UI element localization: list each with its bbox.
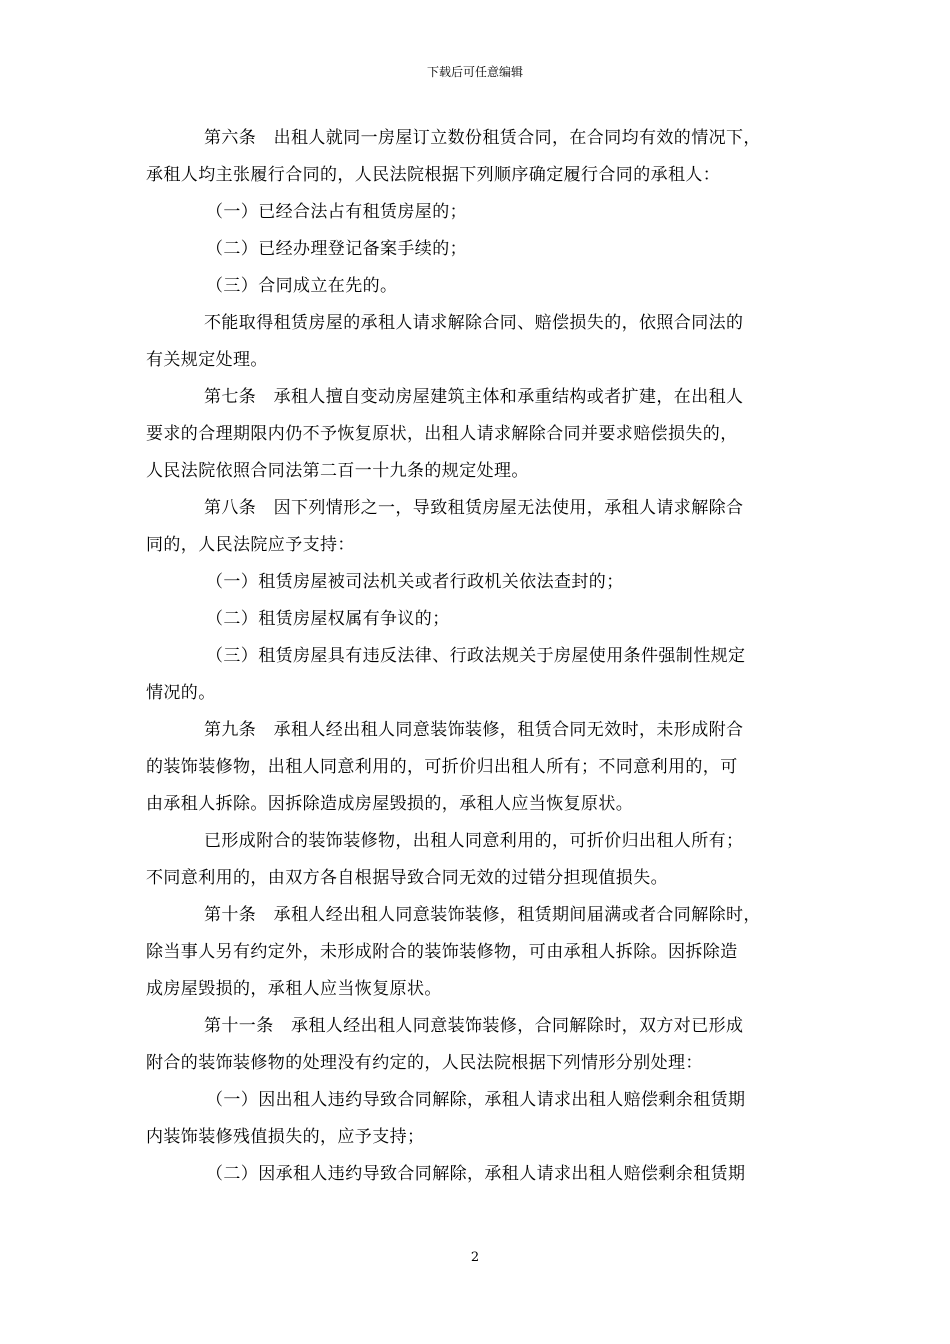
paragraph-item xyxy=(146,231,814,268)
paragraph-article-6 xyxy=(146,120,814,194)
text-line: 由承租人拆除。因拆除造成房屋毁损的，承租人应当恢复原状。 xyxy=(146,794,634,814)
paragraph xyxy=(146,305,814,379)
paragraph xyxy=(146,823,814,897)
text-line: 除当事人另有约定外，未形成附合的装饰装修物，可由承租人拆除。因拆除造 xyxy=(146,942,738,962)
paragraph-item xyxy=(146,268,814,305)
paragraph-item xyxy=(146,638,814,712)
paragraph-item xyxy=(146,194,814,231)
paragraph-article-10 xyxy=(146,897,814,1008)
text-line: （一）已经合法占有租赁房屋的； xyxy=(206,202,467,222)
text-line: 不同意利用的，由双方各自根据导致合同无效的过错分担现值损失。 xyxy=(146,868,668,888)
text-line: 第六条 出租人就同一房屋订立数份租赁合同，在合同均有效的情况下， xyxy=(204,128,761,148)
text-line: （三）租赁房屋具有违反法律、行政法规关于房屋使用条件强制性规定 xyxy=(206,646,746,666)
paragraph-article-9 xyxy=(146,712,814,823)
document-body xyxy=(146,120,814,1193)
text-line: （二）租赁房屋权属有争议的； xyxy=(206,609,450,629)
text-line: 第八条 因下列情形之一，导致租赁房屋无法使用，承租人请求解除合 xyxy=(204,498,744,518)
text-line: （一）租赁房屋被司法机关或者行政机关依法查封的； xyxy=(206,572,624,592)
paragraph-article-11 xyxy=(146,1008,814,1082)
text-line: 同的，人民法院应予支持： xyxy=(146,535,355,555)
text-line: （三）合同成立在先的。 xyxy=(206,276,398,296)
text-line: 有关规定处理。 xyxy=(146,350,268,370)
text-line: 要求的合理期限内仍不予恢复原状，出租人请求解除合同并要求赔偿损失的， xyxy=(146,424,738,444)
paragraph-item xyxy=(146,601,814,638)
paragraph-item xyxy=(146,1082,814,1156)
text-line: 第十条 承租人经出租人同意装饰装修，租赁期间届满或者合同解除时， xyxy=(204,905,761,925)
text-line: 人民法院依照合同法第二百一十九条的规定处理。 xyxy=(146,461,529,481)
text-line: （二）已经办理登记备案手续的； xyxy=(206,239,467,259)
text-line: 附合的装饰装修物的处理没有约定的，人民法院根据下列情形分别处理： xyxy=(146,1053,703,1073)
text-line: 情况的。 xyxy=(146,683,216,703)
text-line: 不能取得租赁房屋的承租人请求解除合同、赔偿损失的，依照合同法的 xyxy=(204,313,744,333)
text-line: 的装饰装修物，出租人同意利用的，可折价归出租人所有；不同意利用的，可 xyxy=(146,757,738,777)
text-line: 第十一条 承租人经出租人同意装饰装修，合同解除时，双方对已形成 xyxy=(204,1016,744,1036)
text-line: 已形成附合的装饰装修物，出租人同意利用的，可折价归出租人所有； xyxy=(204,831,744,851)
text-line: 内装饰装修残值损失的，应予支持； xyxy=(146,1127,425,1147)
text-line: （一）因出租人违约导致合同解除，承租人请求出租人赔偿剩余租赁期 xyxy=(206,1090,746,1110)
paragraph-article-8 xyxy=(146,490,814,564)
paragraph-item xyxy=(146,564,814,601)
text-line: 承租人均主张履行合同的，人民法院根据下列顺序确定履行合同的承租人： xyxy=(146,165,721,185)
page-number: 2 xyxy=(470,1250,480,1265)
text-line: 第九条 承租人经出租人同意装饰装修，租赁合同无效时，未形成附合 xyxy=(204,720,744,740)
text-line: 成房屋毁损的，承租人应当恢复原状。 xyxy=(146,979,442,999)
text-line: （二）因承租人违约导致合同解除，承租人请求出租人赔偿剩余租赁期 xyxy=(206,1164,746,1184)
paragraph-item xyxy=(146,1156,814,1193)
text-line: 第七条 承租人擅自变动房屋建筑主体和承重结构或者扩建，在出租人 xyxy=(204,387,744,407)
paragraph-article-7 xyxy=(146,379,814,490)
page-header: 下载后可任意编辑 xyxy=(426,65,523,79)
